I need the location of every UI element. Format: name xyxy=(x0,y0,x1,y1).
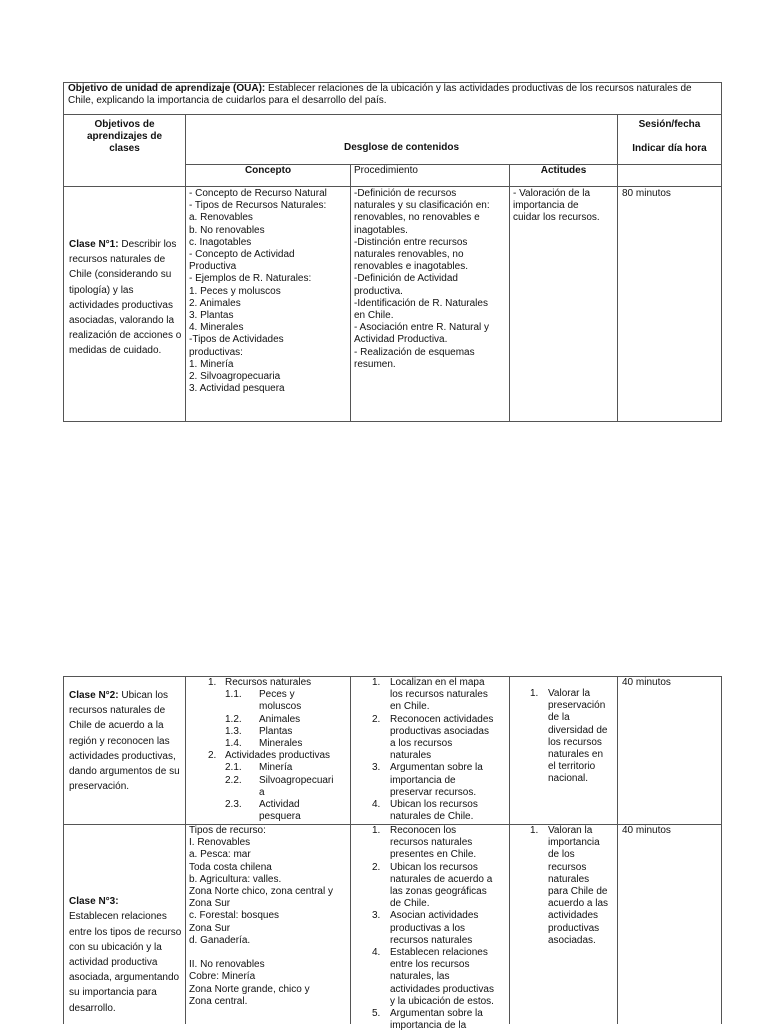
list-item: 4. Ubican los recursos naturales de Chile. xyxy=(372,799,478,823)
header-procedimiento: Procedimiento xyxy=(354,165,418,176)
list-item: 2.3. Actividad pesquera xyxy=(225,799,301,823)
header-objetivos: Objetivos de aprendizajes de clases xyxy=(86,119,163,155)
clase-1-sesion: 80 minutos xyxy=(622,188,671,199)
clase-3-concepto: Tipos de recurso: I. Renovables a. Pesca: mar Toda costa chilena b. Agricultura: valles. Zona Norte chico, zona central y Zona Sur c. Forestal: bosques Zona Sur d. Ganadería. II. No renovables Cobre: Minería Zona Norte grande, chico y Zona central. xyxy=(189,825,333,1007)
list-item: 3. Asocian actividades productivas a los recursos naturales xyxy=(372,910,479,946)
header-concepto: Concepto xyxy=(244,165,292,176)
oua-text: Establecer relaciones de la ubicación y las actividades productivas de los recursos naturales de Chile, explicando la importancia de cuidarlos para el desarrollo del país. xyxy=(68,83,692,107)
list-item: 2. Actividades productivas xyxy=(208,750,331,762)
list-item: 2.2. Silvoagropecuari a xyxy=(225,774,334,798)
header-sesion: Sesión/fecha xyxy=(638,119,701,130)
clase-2-procedimiento-list xyxy=(352,677,508,823)
clase-2-label: Clase N°2: xyxy=(69,690,119,701)
list-item: 1.2. Animales xyxy=(225,713,301,725)
clase-2-concepto-list xyxy=(188,677,348,823)
header-actitudes: Actitudes xyxy=(540,165,587,176)
clase-2-text: Ubican los recursos naturales de Chile de acuerdo a la región y reconocen las actividades productivas, dando argumentos de su preservación. xyxy=(69,690,180,793)
clase-2-objective xyxy=(69,688,182,808)
clase-1-concepto: - Concepto de Recurso Natural - Tipos de Recursos Naturales: a. Renovables b. No renovables c. Inagotables - Concepto de Actividad Productiva - Ejemplos de R. Naturales: 1. Peces y moluscos 2. Animales 3. Plantas 4. Minerales -Tipos de Actividades productivas: 1. Minería 2. Silvoagropecuaria 3. Actividad pesquera xyxy=(189,188,327,395)
oua-label: Objetivo de unidad de aprendizaje (OUA): xyxy=(68,83,266,94)
clase-2-sesion: 40 minutos xyxy=(622,677,671,688)
clase-3-procedimiento-list xyxy=(352,825,508,1032)
list-item: 5. Argumentan sobre la importancia de la xyxy=(372,1008,483,1032)
clase-1-text: Describir los recursos naturales de Chile (considerando su tipología) y las actividades productivas asociadas, valorando la realización de acciones o medidas de cuidado. xyxy=(69,239,182,357)
clase-1-objective xyxy=(69,237,182,377)
clase-3-actitudes-list xyxy=(512,825,616,955)
clase-3-objective xyxy=(69,879,182,1019)
clase-1-actitudes: - Valoración de la importancia de cuidar los recursos. xyxy=(513,188,600,224)
list-item: 2. Reconocen actividades productivas asociadas a los recursos naturales xyxy=(372,713,494,762)
clase-1-label: Clase N°1: xyxy=(69,239,119,250)
list-item: 1. Valoran la importancia de los recursos naturales para Chile de acuerdo a las actividades productivas asociadas. xyxy=(530,825,609,946)
list-item: 1. Localizan en el mapa los recursos naturales en Chile. xyxy=(372,677,488,713)
list-item: 1. Valorar la preservación de la diversidad de los recursos naturales en el territorio nacional. xyxy=(530,688,608,785)
list-item: 4. Establecen relaciones entre los recursos naturales, las actividades productivas y la ubicación de estos. xyxy=(372,947,494,1007)
clase-3-text: Establecen relaciones entre los tipos de recurso con su ubicación y la actividad productiva asociada, argumentando su importancia para desarrollo. xyxy=(69,911,182,1014)
list-item: 1.4. Minerales xyxy=(225,738,303,750)
list-item: 1. Reconocen los recursos naturales presentes en Chile. xyxy=(372,825,477,861)
clase-3-sesion: 40 minutos xyxy=(622,825,671,836)
header-desglose: Desglose de contenidos xyxy=(343,142,460,153)
list-item: 3. Argumentan sobre la importancia de preservar recursos. xyxy=(372,762,483,798)
list-item: 1.1. Peces y moluscos xyxy=(225,689,302,713)
list-item: 2. Ubican los recursos naturales de acuerdo a las zonas geográficas de Chile. xyxy=(372,861,493,910)
clase-2-actitudes-list xyxy=(512,688,616,808)
oua-objective xyxy=(68,83,708,113)
clase-3-label: Clase N°3: xyxy=(69,896,119,908)
list-item: 1. Recursos naturales xyxy=(208,677,312,688)
list-item: 1.3. Plantas xyxy=(225,725,293,737)
list-item: 2.1. Minería xyxy=(225,762,293,774)
header-indicar: Indicar día hora xyxy=(632,143,707,154)
clase-1-procedimiento: -Definición de recursos naturales y su clasificación en: renovables, no renovables e inagotables. -Distinción entre recursos naturales renovables, no renovables e inagotables. -Definición de Actividad productiva. -Identificación de R. Naturales en Chile. - Asociación entre R. Natural y Actividad Productiva. - Realización de esquemas resumen. xyxy=(354,188,490,370)
